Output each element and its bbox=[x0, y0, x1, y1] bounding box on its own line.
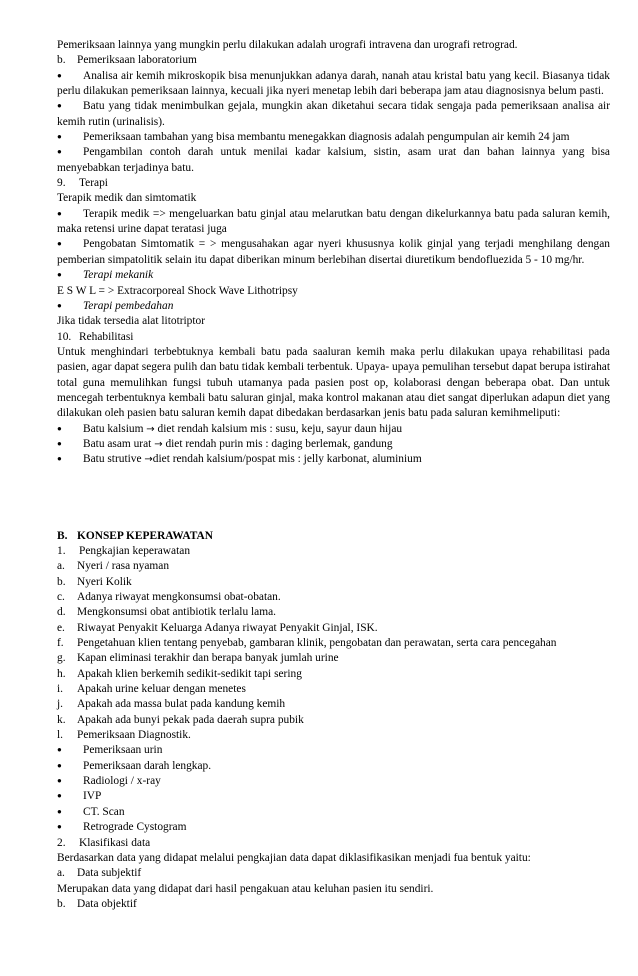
bullet-paragraph: ●Terapik medik => mengeluarkan batu ginjal atau melarutkan batu dengan dikelurkannya batu pada saluran kemih, maka retensi urine dapat teratasi juga bbox=[57, 207, 610, 238]
list-item: e. Riwayat Penyakit Keluarga Adanya riwayat Penyakit Ginjal, ISK. bbox=[57, 621, 378, 634]
list-text: Pengkajian keperawatan bbox=[79, 544, 191, 557]
bullet-paragraph: ●Batu yang tidak menimbulkan gejala, mungkin akan diketahui secara tidak sengaja pada pemeriksaan analisa air kemih rutin (urinalisis). bbox=[57, 99, 610, 130]
bullet-paragraph: ●CT. Scan bbox=[57, 805, 610, 820]
urografi-paragraph: Pemeriksaan lainnya yang mungkin perlu dilakukan adalah urografi intravena dan urografi retrograd. bbox=[57, 39, 518, 51]
bullet-paragraph: ●Retrograde Cystogram bbox=[57, 820, 610, 835]
list-item: d. Mengkonsumsi obat antibiotik terlalu lama. bbox=[57, 606, 276, 619]
spacer bbox=[57, 468, 610, 529]
section-number: 10. bbox=[57, 330, 72, 343]
diet-item: ●Batu kalsium → diet rendah kalsium mis : susu, keju, sayur daun hijau bbox=[57, 422, 610, 437]
list-item: k. Apakah ada bunyi pekak pada daerah supra pubik bbox=[57, 713, 304, 726]
bullet-icon bbox=[57, 299, 83, 314]
klasifikasi-paragraph: Berdasarkan data yang didapat melalui pengkajian data dapat diklasifikasikan menjadi fua bentuk yaitu: bbox=[57, 851, 531, 864]
bullet-icon bbox=[57, 452, 83, 467]
pengkajian-list bbox=[57, 559, 610, 743]
bullet-icon bbox=[57, 437, 83, 452]
list-item: f. Pengetahuan klien tentang penyebab, gambaran klinik, pengobatan dan perawatan, serta cara pencegahan bbox=[57, 637, 557, 650]
rehab-heading bbox=[57, 330, 610, 345]
pengkajian-heading bbox=[57, 544, 610, 559]
diagnostik-list bbox=[57, 743, 610, 835]
arrow-right-icon: → bbox=[144, 454, 153, 466]
bullet-icon bbox=[57, 99, 83, 114]
klasifikasi-heading bbox=[57, 836, 610, 851]
terapi-heading bbox=[57, 176, 610, 191]
subjektif-paragraph: Merupakan data yang didapat dari hasil pengakuan atau keluhan pasien itu sendiri. bbox=[57, 882, 434, 895]
bullet-paragraph: ●Analisa air kemih mikroskopik bisa menunjukkan adanya darah, nanah atau kristal batu yang kecil. Biasanya tidak perlu dilakukan pemeriksaan lainnya, kecuali jika nyeri menetap lebih dari beberapa jam atau diagnosisnya belum pasti. bbox=[57, 69, 610, 100]
list-item: i. Apakah urine keluar dengan menetes bbox=[57, 683, 246, 696]
list-text: Data subjektif bbox=[77, 867, 142, 880]
litotriptor-line: Jika tidak tersedia alat litotriptor bbox=[57, 315, 206, 328]
bullet-paragraph: ●Radiologi / x-ray bbox=[57, 774, 610, 789]
bullet-icon bbox=[57, 237, 83, 252]
list-item: g. Kapan eliminasi terakhir dan berapa banyak jumlah urine bbox=[57, 652, 339, 665]
bullet-icon bbox=[57, 69, 83, 84]
list-number: 1. bbox=[57, 544, 66, 557]
list-label: a. bbox=[57, 867, 65, 880]
list-item: h. Apakah klien berkemih sedikit-sedikit tapi sering bbox=[57, 667, 302, 680]
terapi-subtitle: Terapik medik dan simtomatik bbox=[57, 192, 197, 205]
bullet-paragraph: ●IVP bbox=[57, 789, 610, 804]
list-label: b. bbox=[57, 54, 66, 67]
bullet-icon bbox=[57, 774, 83, 789]
bullet-paragraph: ●Pengobatan Simtomatik = > mengusahakan agar nyeri khususnya kolik ginjal yang terjadi menghilang dengan pemberian simpatolitik selain itu dapat diberikan minum berlebihan disertai diuretikum bendofluezida 5 - 10 mg/hr. bbox=[57, 237, 610, 268]
bullet-paragraph: ●Pemeriksaan darah lengkap. bbox=[57, 759, 610, 774]
bullet-paragraph: ●Pengambilan contoh darah untuk menilai kadar kalsium, sistin, asam urat dan bahan lainnya yang bisa menyebabkan terjadinya batu. bbox=[57, 145, 610, 176]
bullet-icon bbox=[57, 207, 83, 222]
document-page bbox=[57, 38, 610, 912]
section-title: KONSEP KEPERAWATAN bbox=[77, 529, 213, 542]
bullet-icon bbox=[57, 130, 83, 145]
bullet-icon bbox=[57, 789, 83, 804]
diet-item: ●Batu asam urat → diet rendah purin mis : daging berlemak, gandung bbox=[57, 437, 610, 452]
list-text: Klasifikasi data bbox=[79, 836, 151, 849]
section-number: 9. bbox=[57, 177, 66, 190]
list-item: j. Apakah ada massa bulat pada kandung kemih bbox=[57, 698, 286, 711]
bullet-icon bbox=[57, 759, 83, 774]
diet-item: ●Batu strutive →diet rendah kalsium/pospat mis : jelly karbonat, aluminium bbox=[57, 452, 610, 467]
rehab-paragraph: Untuk menghindari terbebtuknya kembali batu pada saaluran kemih maka perlu dilakukan upaya rehabilitasi pada pasien, agar dapat segera pulih dan batu tidak kembali terbentuk. Upaya- upaya pemulihan tersebut dapat berupa istirahat total guna memulihkan fungsi tubuh utamanya pada pasien post op, kolaborasi dengan beberapa obat. Dan untuk mencegah terbentuknya kembali batu saluran ginjal, maka kontrol makanan atau diet sangat diperlukan adapun diet yang dilakukan oleh pasien batu saluran kemih dapat dibedakan berdasarkan jenis batu pada saluran kemihmeliputi: bbox=[57, 345, 610, 420]
subjektif-heading bbox=[57, 866, 610, 881]
bullet-paragraph: ●Pemeriksaan urin bbox=[57, 743, 610, 758]
arrow-right-icon: → bbox=[154, 438, 163, 450]
lab-heading bbox=[57, 53, 610, 68]
bullet-paragraph: ●Terapi pembedahan bbox=[57, 299, 610, 314]
arrow-right-icon: → bbox=[146, 423, 155, 435]
eswl-line: E S W L = > Extracorporeal Shock Wave Lithotripsy bbox=[57, 284, 298, 297]
bullet-icon bbox=[57, 268, 83, 283]
list-item: b. Nyeri Kolik bbox=[57, 575, 132, 588]
konsep-heading bbox=[57, 529, 610, 544]
list-item: c. Adanya riwayat mengkonsumsi obat-obatan. bbox=[57, 591, 281, 603]
objektif-heading bbox=[57, 897, 610, 912]
bullet-icon bbox=[57, 805, 83, 820]
bullet-icon bbox=[57, 743, 83, 758]
section-label: B. bbox=[57, 529, 68, 542]
list-text: Data objektif bbox=[77, 897, 137, 910]
bullet-paragraph: ●Terapi mekanik bbox=[57, 268, 610, 283]
list-item: a. Nyeri / rasa nyaman bbox=[57, 560, 170, 573]
bullet-icon bbox=[57, 422, 83, 437]
list-label: b. bbox=[57, 897, 66, 910]
list-number: 2. bbox=[57, 836, 66, 849]
section-title: Terapi bbox=[79, 177, 108, 190]
bullet-paragraph: ●Pemeriksaan tambahan yang bisa membantu menegakkan diagnosis adalah pengumpulan air kemih 24 jam bbox=[57, 130, 610, 145]
list-text: Pemeriksaan laboratorium bbox=[77, 54, 197, 67]
bullet-icon bbox=[57, 820, 83, 835]
section-title: Rehabilitasi bbox=[79, 330, 134, 343]
bullet-icon bbox=[57, 145, 83, 160]
list-item: l. Pemeriksaan Diagnostik. bbox=[57, 729, 191, 742]
